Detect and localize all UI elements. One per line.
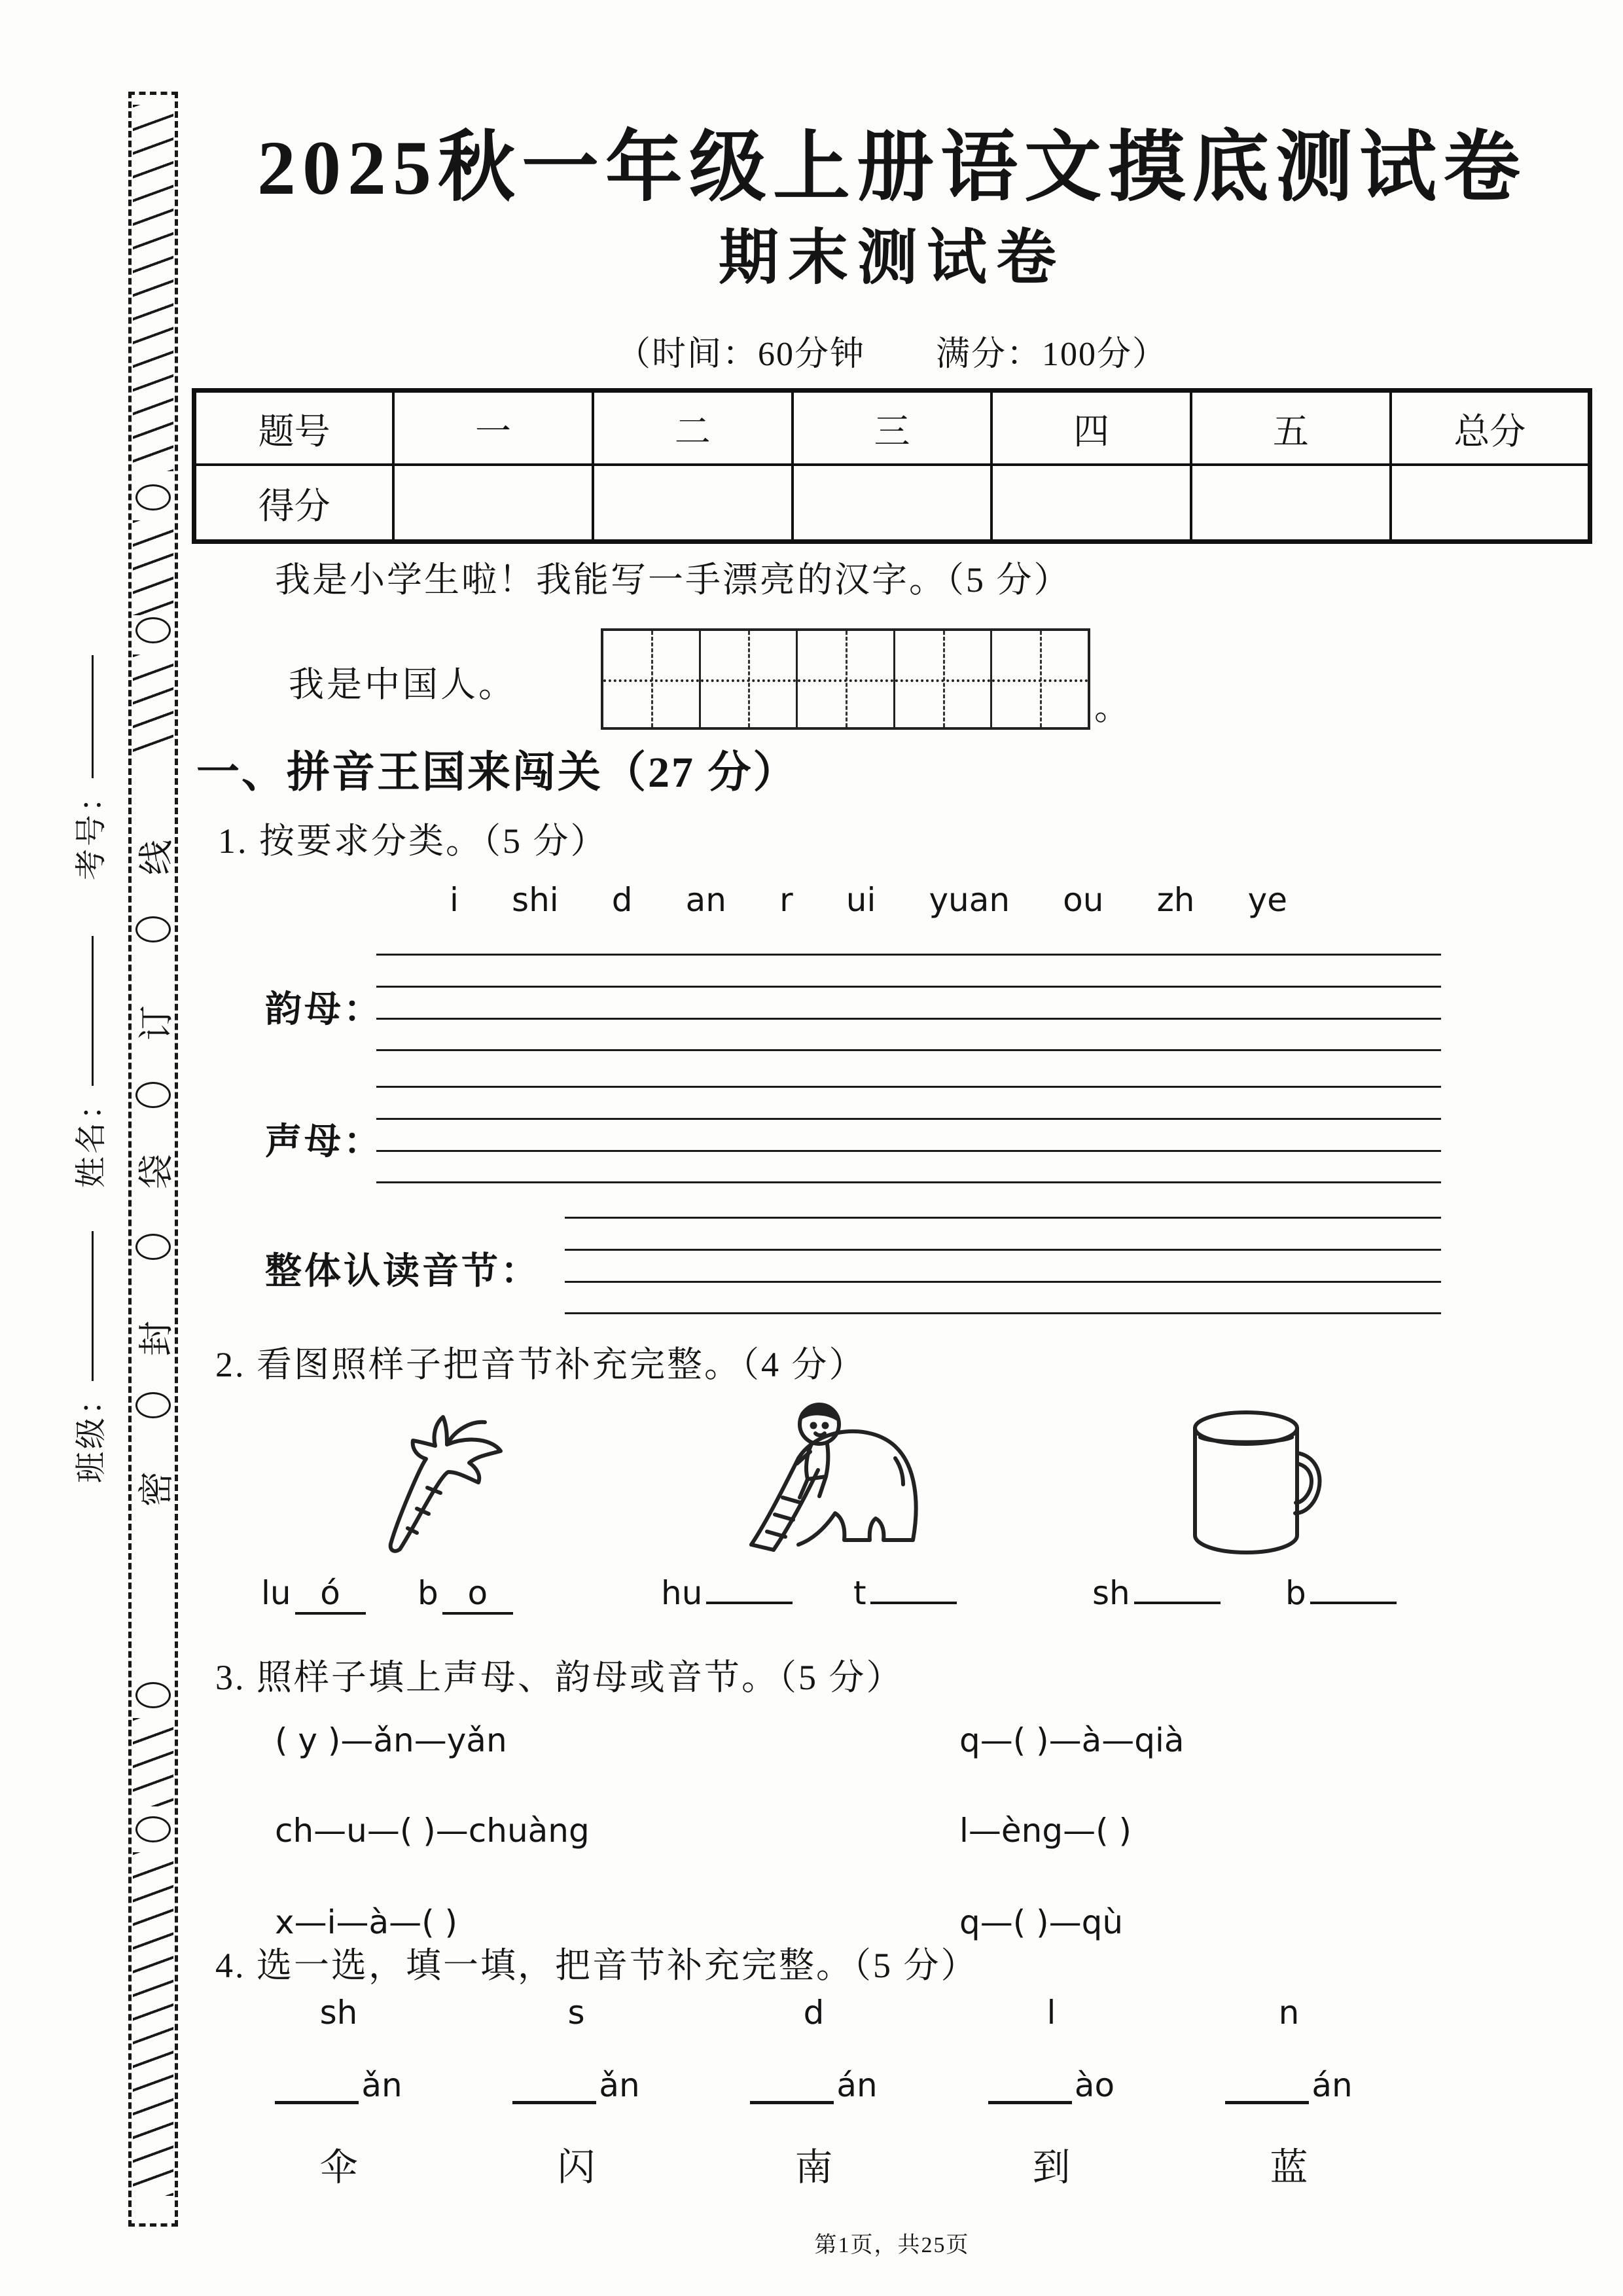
exam-number-label: 考号：	[74, 778, 109, 880]
syllable: ye	[1247, 881, 1287, 919]
final: án	[836, 2066, 878, 2104]
syllable-prefix: b	[1285, 1574, 1306, 1612]
writing-cell	[990, 631, 1088, 727]
final: ǎn	[361, 2066, 402, 2104]
score-cell	[1391, 465, 1590, 542]
question-4-title: 4. 选一选，填一填，把音节补充完整。（5 分）	[215, 1946, 978, 1985]
rule-line	[376, 1018, 1441, 1020]
slash-marks	[133, 1718, 173, 1806]
writing-cell	[603, 631, 699, 727]
class-label: 班级：	[74, 1380, 109, 1483]
final: án	[1311, 2066, 1353, 2104]
q3-item: q—( )—qù	[959, 1903, 1124, 1941]
answer-blank	[1310, 1602, 1397, 1604]
page-subtitle: 期末测试卷	[718, 224, 1065, 291]
score-row-label: 得分	[194, 465, 394, 542]
writing-cell	[699, 631, 796, 727]
writing-cell	[893, 631, 991, 727]
class-blank-line	[65, 1231, 94, 1381]
pinyin-item-luobo-1	[261, 1574, 366, 1615]
rule-line	[376, 986, 1441, 988]
exam-meta: （时间：60分钟 满分：100分）	[616, 336, 1168, 373]
answer-blank: o	[442, 1574, 513, 1615]
score-header-cell: 二	[593, 391, 793, 465]
answer-blank	[275, 2064, 359, 2104]
seal-char-dai: 袋	[136, 1154, 176, 1189]
final: ào	[1074, 2066, 1115, 2104]
initials-label: 声母：	[265, 1122, 383, 1162]
syllable: ui	[846, 881, 876, 919]
score-header-cell: 总分	[1391, 391, 1590, 465]
answer-blank	[1225, 2064, 1309, 2104]
q3-item: q—( )—à—qià	[959, 1721, 1185, 1759]
syllable-blank-row	[933, 2064, 1170, 2127]
syllable-blank-row	[220, 2064, 457, 2127]
slash-marks	[133, 1852, 173, 2196]
student-name-blank-line	[65, 936, 94, 1086]
intro-text: 我是小学生啦！我能写一手漂亮的汉字。（5 分）	[275, 560, 1071, 600]
rule-line	[376, 1181, 1441, 1183]
writing-cell	[796, 631, 893, 727]
answer-blank	[1134, 1602, 1221, 1604]
rule-line	[565, 1312, 1441, 1314]
final: ǎn	[599, 2066, 640, 2104]
answer-blank: ó	[295, 1574, 366, 1615]
seal-oval	[135, 617, 171, 643]
rule-line	[376, 1086, 1441, 1088]
syllable-prefix: hu	[661, 1574, 703, 1612]
question-3-title: 3. 照样子填上声母、韵母或音节。（5 分）	[215, 1658, 904, 1697]
syllable-list	[450, 881, 1287, 919]
initial-option: d	[803, 1994, 825, 2032]
initial-option: s	[567, 1994, 585, 2032]
rule-line	[565, 1281, 1441, 1283]
copy-sentence: 我是中国人。	[289, 665, 516, 704]
page-title: 2025秋一年级上册语文摸底测试卷	[257, 125, 1527, 211]
score-cell	[793, 465, 992, 542]
syllable-blank-row	[457, 2064, 695, 2127]
slash-marks	[133, 105, 173, 471]
syllable: zh	[1156, 881, 1195, 919]
finals-answer-lines	[376, 954, 1441, 1051]
seal-char-line: 线	[136, 840, 176, 875]
q4-column-lan	[1170, 1994, 1408, 2191]
syllable-prefix: b	[418, 1574, 438, 1612]
syllable: shi	[512, 881, 559, 919]
syllable-prefix: t	[853, 1574, 866, 1612]
question-1-title: 1. 按要求分类。（5 分）	[218, 821, 608, 861]
score-cell	[991, 465, 1191, 542]
class-field	[65, 1231, 109, 1483]
q4-column-san	[220, 1994, 457, 2191]
character-writing-grid	[601, 628, 1090, 730]
score-cell	[1191, 465, 1391, 542]
answer-blank	[750, 2064, 834, 2104]
score-table-header-row	[194, 391, 1590, 465]
syllable-prefix: lu	[261, 1574, 291, 1612]
hanzi: 伞	[319, 2146, 358, 2189]
student-name-label: 姓名：	[74, 1085, 109, 1188]
sentence-period: 。	[1094, 688, 1130, 727]
finals-label: 韵母：	[265, 990, 383, 1030]
rule-line	[565, 1249, 1441, 1251]
rule-line	[565, 1217, 1441, 1219]
syllable-prefix: sh	[1092, 1574, 1130, 1612]
section-1-header: 一、拼音王国来闯关（27 分）	[196, 749, 798, 797]
score-cell	[593, 465, 793, 542]
initials-answer-lines	[376, 1086, 1441, 1183]
pinyin-item-luobo-2	[418, 1574, 513, 1615]
q3-item: ch—u—( )—chuàng	[275, 1812, 590, 1850]
syllable: an	[685, 881, 726, 919]
seal-strip	[128, 92, 178, 2227]
seal-oval	[135, 1392, 171, 1418]
hanzi: 蓝	[1270, 2146, 1308, 2189]
exam-number-field	[65, 655, 109, 880]
seal-char-mi: 密	[136, 1471, 176, 1507]
rule-line	[376, 954, 1441, 956]
score-header-cell: 一	[393, 391, 593, 465]
slash-marks	[133, 655, 173, 753]
seal-oval	[135, 484, 171, 511]
hanzi: 闪	[557, 2146, 596, 2189]
pinyin-item-huati-1	[661, 1574, 793, 1612]
q4-column-nan	[695, 1994, 933, 2191]
syllable-blank-row	[695, 2064, 933, 2127]
student-name-field	[65, 936, 109, 1188]
syllable-blank-row	[1170, 2064, 1408, 2127]
initial-option: l	[1046, 1994, 1056, 2032]
whole-syllables-label: 整体认读音节：	[265, 1251, 540, 1292]
carrot-image	[349, 1404, 542, 1558]
answer-blank	[706, 1602, 793, 1604]
answer-blank	[512, 2064, 596, 2104]
seal-oval	[135, 1816, 171, 1842]
syllable: i	[450, 881, 459, 919]
score-table-value-row	[194, 465, 1590, 542]
pinyin-item-huati-2	[853, 1574, 957, 1612]
seal-char-feng: 封	[136, 1321, 176, 1356]
score-cell	[393, 465, 593, 542]
initial-option: n	[1278, 1994, 1300, 2032]
rule-line	[376, 1150, 1441, 1152]
seal-oval	[135, 1682, 171, 1708]
answer-blank	[870, 1602, 957, 1604]
whole-syllables-answer-lines	[565, 1217, 1441, 1315]
hanzi: 南	[794, 2146, 833, 2189]
initial-option: sh	[319, 1994, 358, 2032]
score-header-cell: 题号	[194, 391, 394, 465]
q3-item: ( y )—ǎn—yǎn	[275, 1721, 507, 1759]
answer-blank	[988, 2064, 1072, 2104]
pinyin-item-shuibei-1	[1092, 1574, 1221, 1612]
score-header-cell: 四	[991, 391, 1191, 465]
slash-marks	[133, 520, 173, 615]
seal-oval	[135, 1234, 171, 1260]
seal-oval	[135, 1082, 171, 1108]
seal-oval	[135, 916, 171, 942]
q4-column-dao	[933, 1994, 1170, 2191]
hanzi: 到	[1032, 2146, 1071, 2189]
pinyin-item-shuibei-2	[1285, 1574, 1397, 1612]
score-header-cell: 三	[793, 391, 992, 465]
q3-item: l—èng—( )	[959, 1812, 1132, 1850]
q3-item: x—i—à—( )	[275, 1903, 458, 1941]
mug-image	[1184, 1407, 1325, 1558]
seal-char-ding: 订	[136, 1005, 176, 1041]
syllable: d	[611, 881, 633, 919]
score-table	[192, 388, 1592, 544]
score-header-cell: 五	[1191, 391, 1391, 465]
syllable: yuan	[929, 881, 1010, 919]
syllable: r	[779, 881, 793, 919]
page-number: 第1页，共25页	[814, 2233, 970, 2257]
exam-number-blank-line	[65, 655, 94, 778]
slide-image	[720, 1393, 949, 1560]
syllable: ou	[1063, 881, 1104, 919]
q4-matching-grid	[220, 1994, 1408, 2191]
question-2-title: 2. 看图照样子把音节补充完整。（4 分）	[215, 1345, 866, 1384]
rule-line	[376, 1049, 1441, 1051]
rule-line	[376, 1118, 1441, 1120]
q4-column-shan	[457, 1994, 695, 2191]
